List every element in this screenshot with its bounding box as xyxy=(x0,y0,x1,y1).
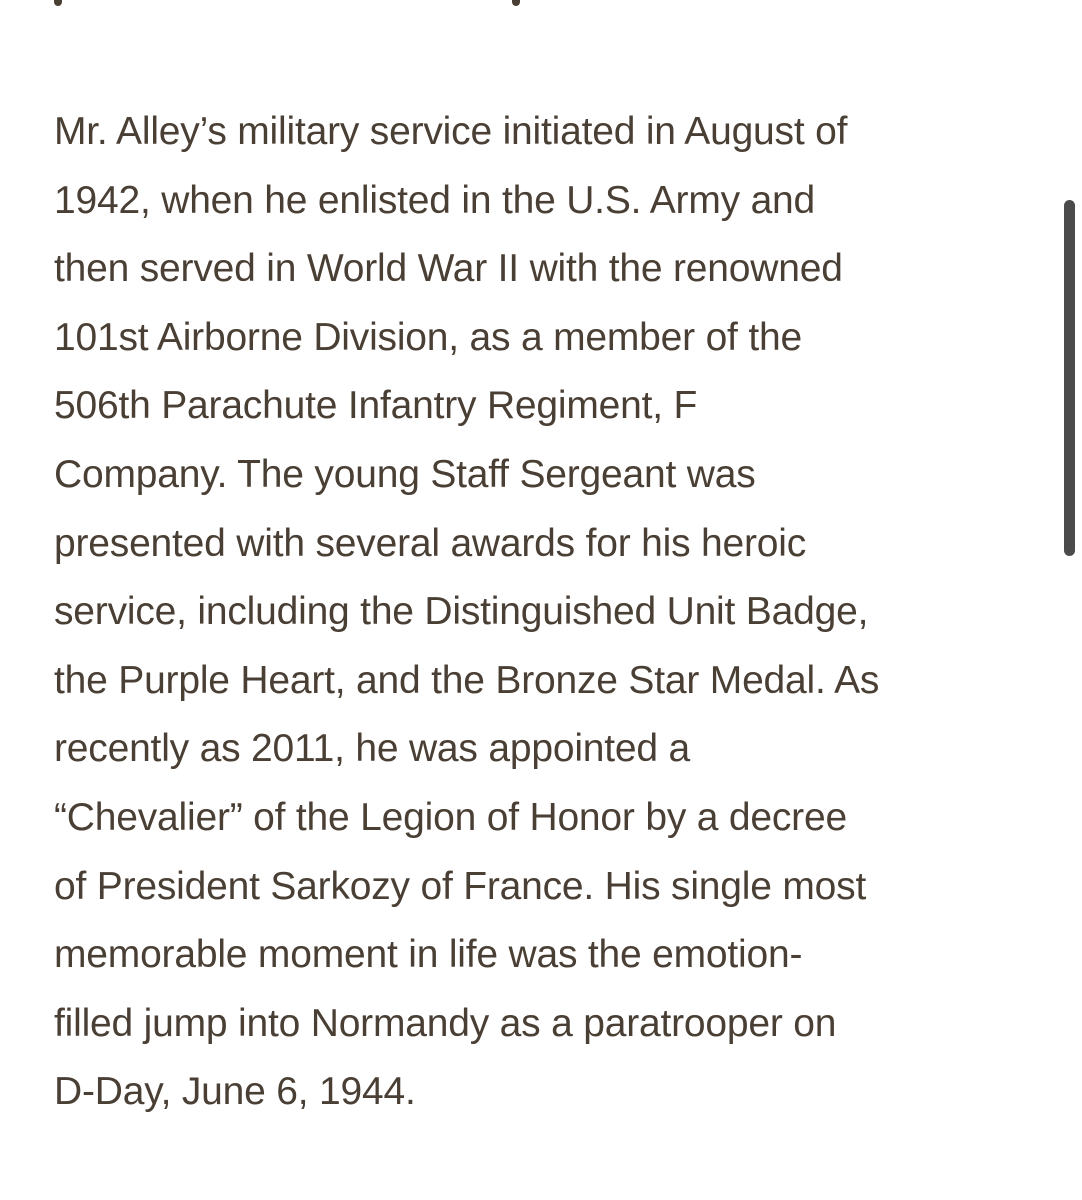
paragraph-line: 1942, when he enlisted in the U.S. Army and xyxy=(54,178,816,222)
cropped-glyph xyxy=(54,0,62,6)
paragraph-line: filled jump into Normandy as a paratrooper on xyxy=(54,1001,837,1045)
paragraph-line: of President Sarkozy of France. His single most xyxy=(54,864,867,908)
paragraph-line: 506th Parachute Infantry Regiment, F xyxy=(54,384,698,428)
paragraph-line: “Chevalier” of the Legion of Honor by a decree xyxy=(54,795,847,839)
cropped-previous-line xyxy=(54,0,1034,6)
article-paragraph xyxy=(54,98,1044,1127)
vertical-scrollbar-thumb[interactable] xyxy=(1064,200,1075,556)
paragraph-line: the Purple Heart, and the Bronze Star Medal. As xyxy=(54,658,880,702)
paragraph-line: service, including the Distinguished Unit Badge, xyxy=(54,590,869,634)
paragraph-line: Mr. Alley’s military service initiated in August of xyxy=(54,110,848,153)
paragraph-line: Company. The young Staff Sergeant was xyxy=(54,452,756,496)
paragraph-line: D-Day, June 6, 1944. xyxy=(54,1070,416,1114)
cropped-glyph xyxy=(512,0,520,6)
paragraph-line: 101st Airborne Division, as a member of the xyxy=(54,315,802,359)
paragraph-line: recently as 2011, he was appointed a xyxy=(54,727,691,771)
paragraph-line: then served in World War II with the renowned xyxy=(54,247,843,291)
paragraph-line: presented with several awards for his heroic xyxy=(54,521,807,565)
paragraph-line: memorable moment in life was the emotion- xyxy=(54,933,803,977)
